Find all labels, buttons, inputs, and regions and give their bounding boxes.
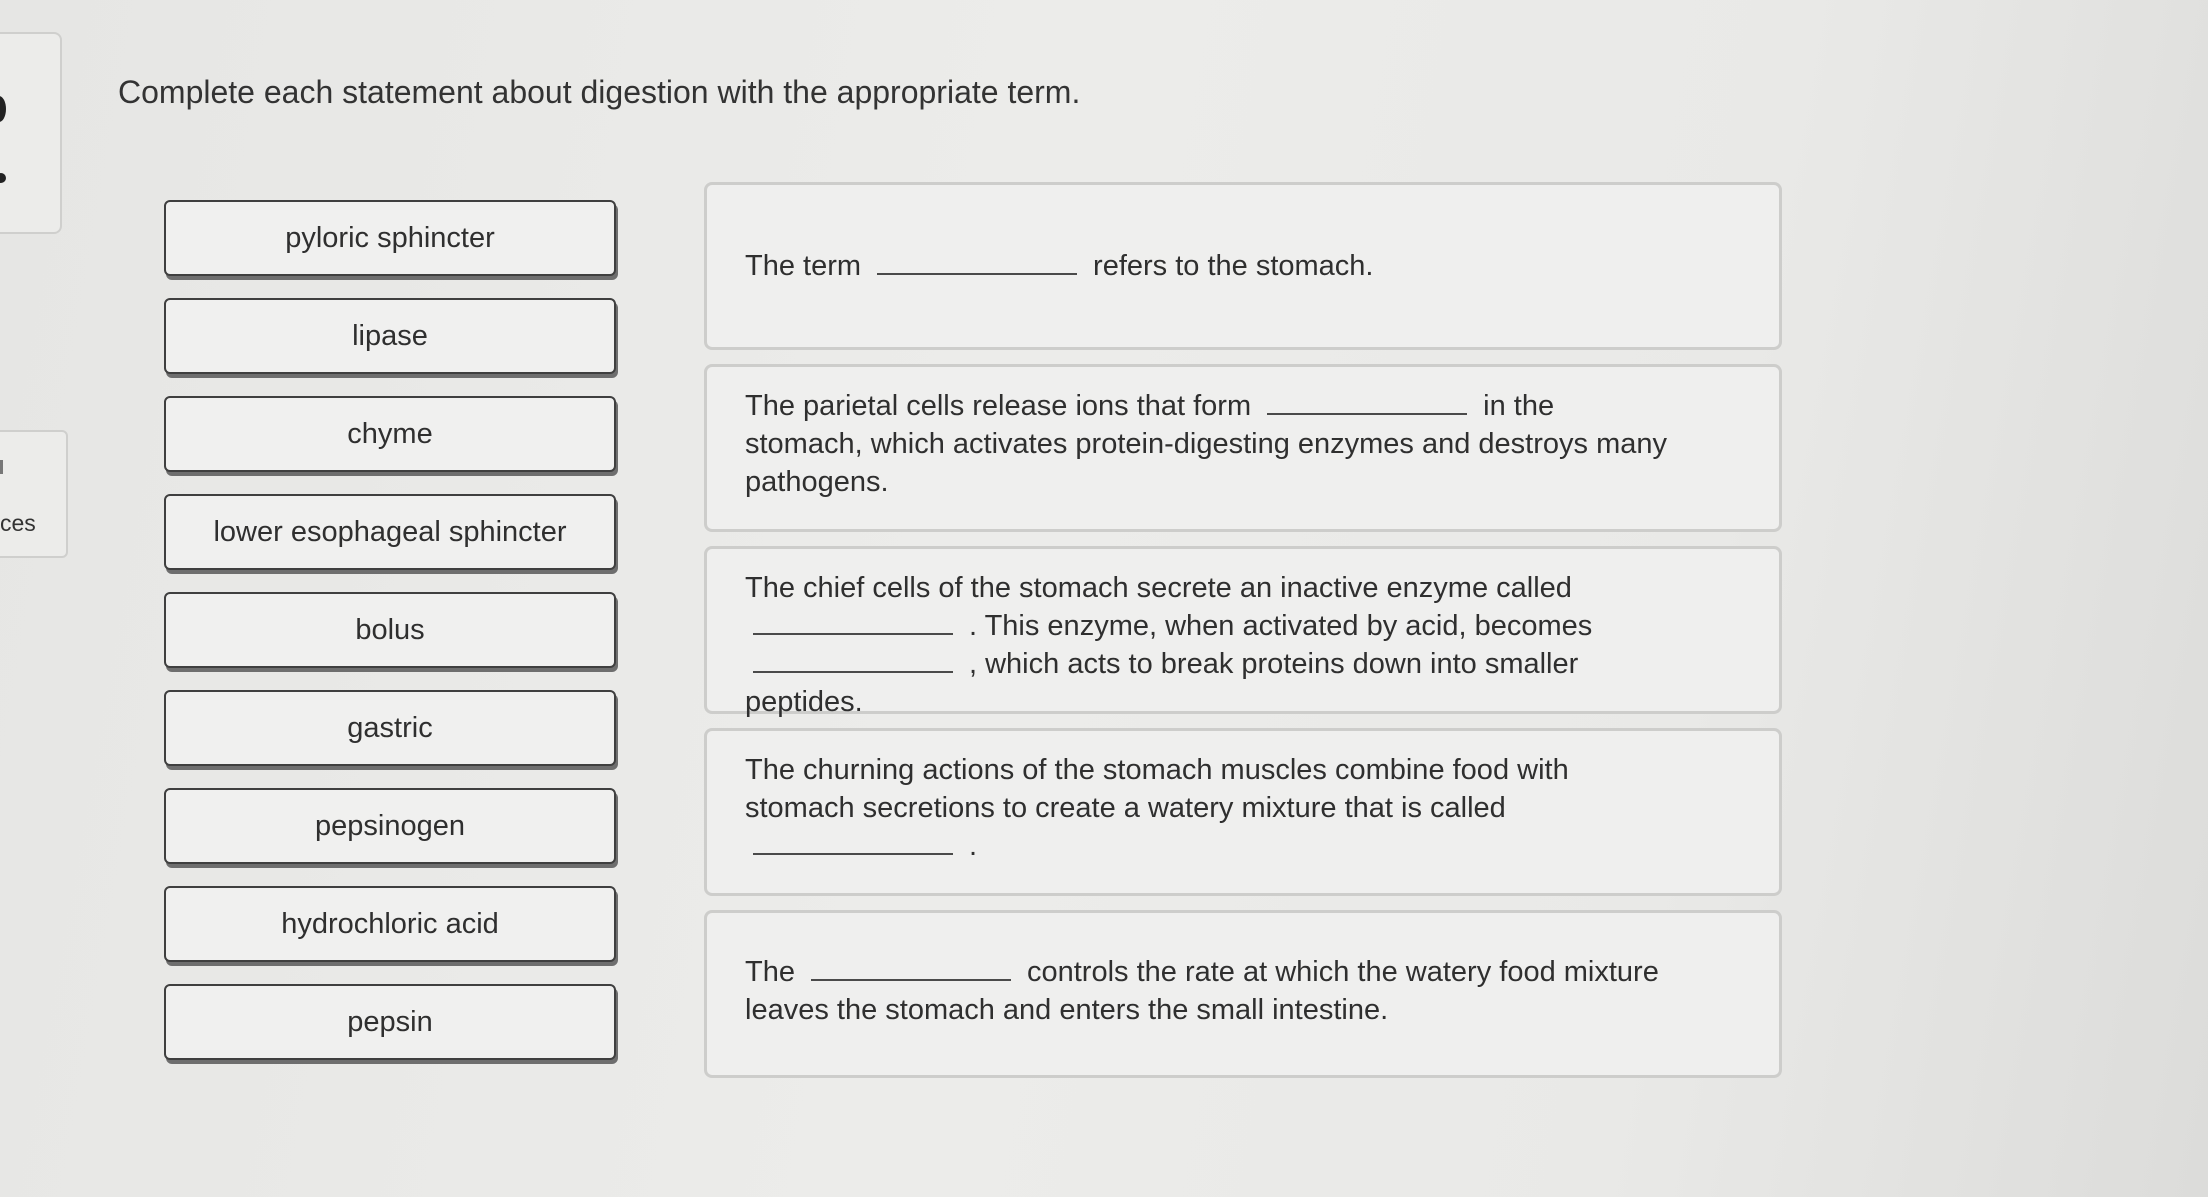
question-prompt: Complete each statement about digestion with the appropriate term. <box>118 74 1081 110</box>
term-bank <box>164 200 624 1082</box>
term-chip[interactable]: bolus <box>164 592 616 668</box>
term-chip[interactable]: pepsin <box>164 984 616 1060</box>
statement-text: The <box>745 956 795 988</box>
answer-drop-zone[interactable] <box>753 607 953 635</box>
statement-text: refers to the stomach. <box>1093 250 1374 282</box>
statement-text: The parietal cells release ions that form <box>745 390 1252 422</box>
answer-drop-zone[interactable] <box>753 645 953 673</box>
term-chip[interactable]: pyloric sphincter <box>164 200 616 276</box>
term-chip[interactable]: lower esophageal sphincter <box>164 494 616 570</box>
statement-text: . <box>969 830 978 862</box>
statement-text: . This enzyme, when activated by acid, becomes <box>969 610 1593 642</box>
statement-text: pathogens. <box>745 466 889 498</box>
statement-box <box>704 182 1782 350</box>
statement-text: peptides. <box>745 686 863 718</box>
side-tab-label: ces <box>0 510 36 536</box>
term-chip[interactable]: chyme <box>164 396 616 472</box>
side-tab[interactable] <box>0 430 68 558</box>
term-chip[interactable]: pepsinogen <box>164 788 616 864</box>
term-chip[interactable]: gastric <box>164 690 616 766</box>
statement-text: leaves the stomach and enters the small intestine. <box>745 994 1389 1026</box>
answer-drop-zone[interactable] <box>753 827 953 855</box>
statement-text: controls the rate at which the watery food mixture <box>1026 956 1659 988</box>
statement-text: in the <box>1483 390 1555 422</box>
answer-drop-zone[interactable] <box>1267 387 1467 415</box>
statement-box <box>704 364 1782 532</box>
statement-box <box>704 546 1782 718</box>
statement-text: The churning actions of the stomach muscles combine food with <box>745 754 1569 786</box>
answer-drop-zone[interactable] <box>877 247 1077 275</box>
statement-list <box>704 182 1784 1092</box>
statement-text: stomach, which activates protein-digesting enzymes and destroys many <box>745 428 1667 460</box>
term-chip[interactable]: lipase <box>164 298 616 374</box>
left-panel <box>0 32 62 234</box>
statement-text: stomach secretions to create a watery mixture that is called <box>745 792 1506 824</box>
statement-text: The chief cells of the stomach secrete an inactive enzyme called <box>745 572 1572 604</box>
statement-text: , which acts to break proteins down into smaller <box>969 648 1579 680</box>
term-chip[interactable]: hydrochloric acid <box>164 886 616 962</box>
statement-box <box>704 728 1782 896</box>
statement-box <box>704 910 1782 1078</box>
statement-text: The term <box>745 250 862 282</box>
side-tab-marker <box>0 460 3 474</box>
answer-drop-zone[interactable] <box>811 953 1011 981</box>
